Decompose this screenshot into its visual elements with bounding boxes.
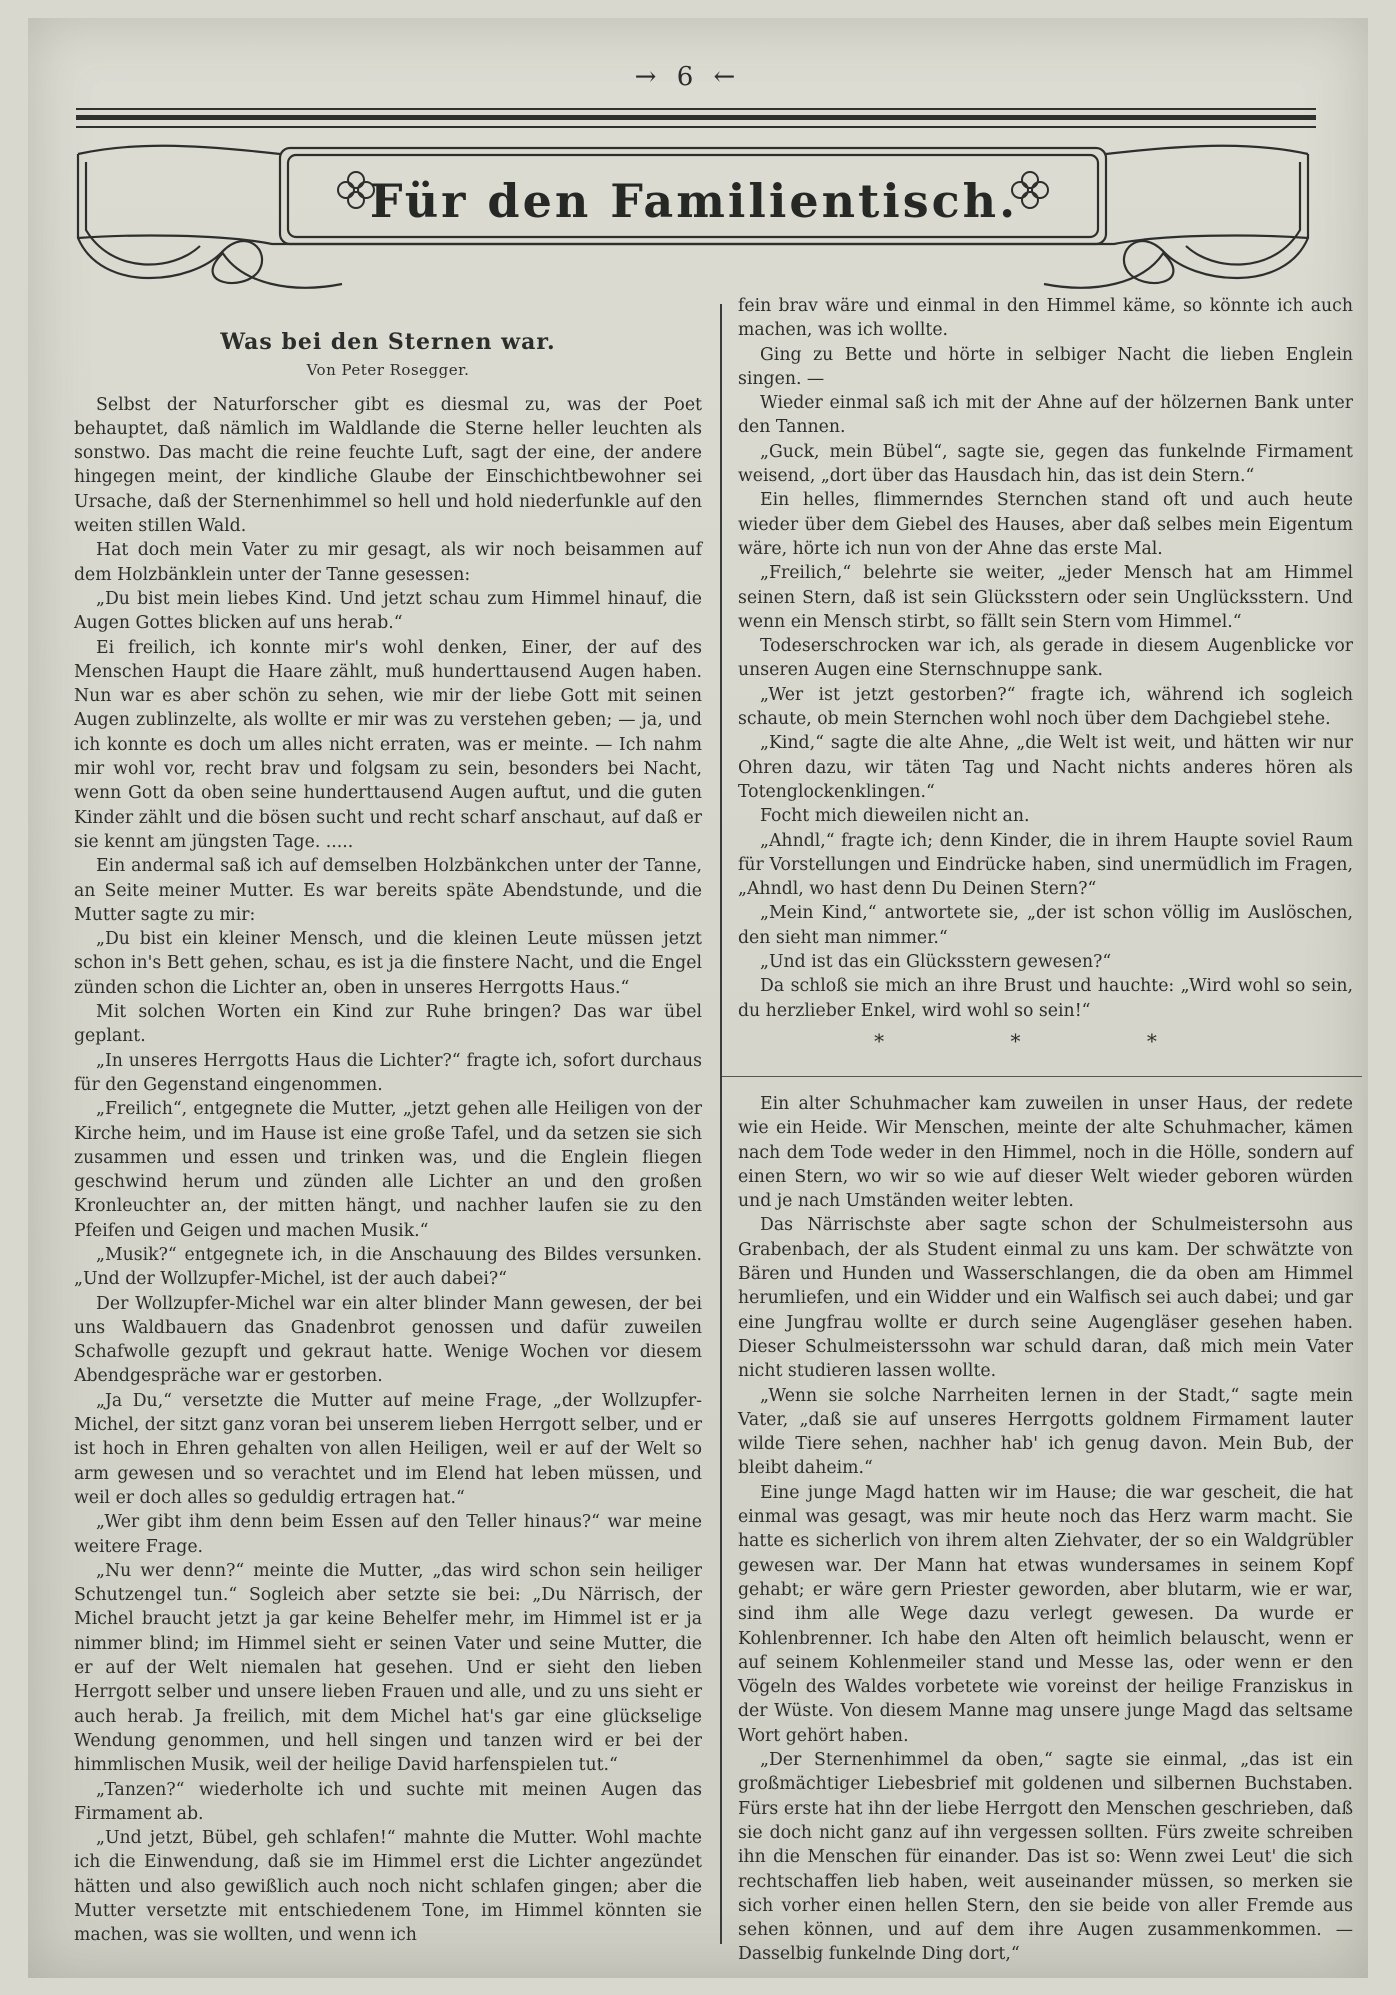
paragraph: „Und jetzt, Bübel, geh schlafen!“ mahnte die Mutter. Wohl machte ich die Einwendung, daß sie im Himmel erst die Lichter angezündet hätten und also gewißlich auch noch nicht schlafen gingen; aber die Mutter versetzte mit entschiedenem Tone, im Himmel könnten sie machen, was sie wollten, und wenn ich — [74, 1828, 702, 1946]
paragraph: Ging zu Bette und hörte in selbiger Nacht die lieben Englein singen. — — [738, 344, 1353, 389]
section-stars: * * * — [874, 1028, 1217, 1053]
paragraph: „Ja Du,“ versetzte die Mutter auf meine Frage, „der Wollzupfer-Michel, der sitzt ganz voran bei unserem lieben Herrgott selber, und er ist hoch in Ehren gehalten von allen Heiligen, weil er auf der Welt so arm gewesen und so verachtet und im Elend hat leben müssen, und weil er doch alles so geduldig ertragen hat.“ — [74, 1390, 702, 1508]
section-title: Für den Familientisch. — [369, 174, 1019, 228]
paragraph: „Tanzen?“ wiederholte ich und suchte mit meinen Augen das Firmament ab. — [74, 1779, 702, 1824]
paragraph: Der Wollzupfer-Michel war ein alter blinder Mann gewesen, der bei uns Waldbauern das Gnadenbrot genossen und dafür zuweilen Schafwolle gezupft und gekraut hatte. Wenige Wochen vor diesem Abendgespräche war er gestorben. — [74, 1293, 702, 1387]
article-column-left — [74, 312, 702, 1948]
article-column-right-lower — [738, 1092, 1353, 1967]
article-title: Was bei den Sternen war. — [220, 329, 556, 355]
paragraph: Wieder einmal saß ich mit der Ahne auf der hölzernen Bank unter den Tannen. — [738, 393, 1353, 438]
paragraph: „In unseres Herrgotts Haus die Lichter?“ fragte ich, sofort durchaus für den Gegenstand eingenommen. — [74, 1050, 702, 1095]
paragraph: „Nu wer denn?“ meinte die Mutter, „das wird schon sein heiliger Schutzengel tun.“ Sogleich aber setzte sie bei: „Du Närrisch, der Michel braucht jetzt ja gar keine Behelfer mehr, im Himmel ist er ja nimmer blind; im Himmel sieht er seinen Vater und seine Mutter, die er auf der Welt niemalen hat gesehen. Und er sieht den lieben Herrgott selber und unsere lieben Frauen und alle, und zu uns sieht er auch herab. Ja freilich, mit dem Michel hat's gar eine glückselige Wendung genommen, und hell singen und tanzen wird er bei der himmlischen Musik, weil der heilige David harfenspielen tut.“ — [74, 1560, 702, 1776]
paragraph: Mit solchen Worten ein Kind zur Ruhe bringen? Das war übel geplant. — [74, 1002, 702, 1047]
paragraph: Selbst der Naturforscher gibt es diesmal zu, was der Poet behauptet, daß nämlich im Waldlande die Sterne heller leuchten als sonstwo. Das macht die reine feuchte Luft, sagt der eine, der andere hingegen meint, der kindliche Glaube der Einschichtbewohner sei Ursache, daß der Sternenhimmel so hell und hold niederfunkle auf den weiten stillen Wald. — [74, 394, 702, 537]
paragraph: „Und ist das ein Glücksstern gewesen?“ — [760, 952, 1112, 973]
newspaper-page — [28, 18, 1368, 1978]
paragraph: „Freilich,“ belehrte sie weiter, „jeder Mensch hat am Himmel seinen Stern, daß ist sein Glücksstern oder sein Unglücksstern. Und wenn ein Mensch stirbt, so fällt sein Stern vom Himmel.“ — [738, 563, 1353, 632]
paragraph: Ein alter Schuhmacher kam zuweilen in unser Haus, der redete wie ein Heide. Wir Menschen, meinte der alte Schuhmacher, kämen nach dem Tode weder in den Himmel, noch in die Hölle, sondern auf einen Stern, wo wir so wie auf dieser Welt wieder geboren würden und je nach Umständen weiter lebten. — [738, 1094, 1353, 1212]
paragraph: „Freilich“, entgegnete die Mutter, „jetzt gehen alle Heiligen von der Kirche heim, und im Hause ist eine große Tafel, und da setzen sie sich zusammen und essen und trinken was, und die Englein fliegen geschwind herum und zünden alle Lichter an und den großen Kronleuchter an, der mitten hängt, und nachher laufen sie zu den Pfeifen und Geigen und machen Musik.“ — [74, 1099, 702, 1241]
paragraph: Todeserschrocken war ich, als gerade in diesem Augenblicke vor unseren Augen eine Sternschnuppe sank. — [738, 636, 1353, 681]
paragraph: „Wer ist jetzt gestorben?“ fragte ich, während ich sogleich schaute, ob mein Sternchen wohl noch über dem Dachgiebel stehe. — [738, 684, 1353, 730]
paragraph: fein brav wäre und einmal in den Himmel käme, so könnte ich auch machen, was ich wollte. — [738, 296, 1353, 341]
paragraph: „Kind,“ sagte die alte Ahne, „die Welt ist weit, und hätten wir nur Ohren dazu, wir täten Tag und Nacht nichts anderes hören als Totenglockenklingen.“ — [738, 733, 1353, 802]
paragraph: Da schloß sie mich an ihre Brust und hauchte: „Wird wohl so sein, du herzlieber Enkel, wird wohl so sein!“ — [738, 976, 1353, 1021]
header-rule-thick — [76, 115, 1316, 120]
page-number: → 6 ← — [634, 62, 742, 92]
paragraph: „Mein Kind,“ antwortete sie, „der ist schon völlig im Auslöschen, den sieht man nimmer.“ — [738, 903, 1353, 948]
paragraph: Eine junge Magd hatten wir im Hause; die war gescheit, die hat einmal was gesagt, was mir heute noch das Herz warm macht. Sie hatte es sicherlich von ihrem alten Ziehvater, der so ein Waldgrübler gewesen war. Der Mann hat etwas wundersames in seinem Kopf gehabt; er wäre gern Priester geworden, aber blutarm, wie er war, sind ihm alle Wege dazu verlegt gewesen. Da wurde er Kohlenbrenner. Ich habe den Alten oft heimlich belauscht, wenn er auf seinem Kohlenmeiler stand und Messe las, oder wenn er den Vögeln des Waldes vorbetete wie voreinst der heilige Franziskus in der Wüste. Von diesem Manne mag unsere junge Magd das seltsame Wort gehört haben. — [738, 1482, 1353, 1746]
header-rule-thin-2 — [76, 126, 1316, 128]
paragraph: „Musik?“ entgegnete ich, in die Anschauung des Bildes versunken. „Und der Wollzupfer-Michel, ist der auch dabei?“ — [74, 1244, 702, 1290]
paragraph: Ei freilich, ich konnte mir's wohl denken, Einer, der auf des Menschen Haupt die Haare zählt, muß hunderttausend Augen haben. Nun war es aber schön zu sehen, wie mir der liebe Gott mit seinen Augen zublinzelte, als wollte er mir was zu verstehen geben; — ja, und ich konnte es doch um alles nicht erraten, was er meinte. — Ich nahm mir wohl vor, recht brav und folgsam zu sein, besonders bei Nacht, wenn Gott da oben seine hunderttausend Augen auftut, und die guten Kinder zählt und die bösen sucht und recht scharf anschaut, auf daß er sie kennt am jüngsten Tage. ..... — [74, 637, 702, 852]
section-separator — [722, 1076, 1362, 1077]
paragraph: „Wer gibt ihm denn beim Essen auf den Teller hinaus?“ war meine weitere Frage. — [74, 1512, 702, 1557]
paragraph: „Du bist ein kleiner Mensch, und die kleinen Leute müssen jetzt schon in's Bett gehen, schau, es ist ja die finstere Nacht, und die Engel zünden schon die Lichter an, oben in unseres Herrgotts Haus.“ — [74, 929, 702, 998]
paragraph: „Der Sternenhimmel da oben,“ sagte sie einmal, „das ist ein großmächtiger Liebesbrief mit goldenen und silbernen Buchstaben. Fürs erste hat ihn der liebe Herrgott den Menschen geschrieben, daß sie doch nicht ganz auf ihn vergessen sollten. Fürs zweite schreiben ihn die Menschen für einander. Das ist so: Wenn zwei Leut' die sich rechtschaffen lieb haben, weit auseinander müssen, so merken sie sich vorher einen hellen Stern, den sie beide von aller Fremde aus sehen können, und auf dem ihre Augen zusammenkommen. — Dasselbig funkelnde Ding dort,“ — [738, 1750, 1353, 1965]
section-banner — [72, 134, 1314, 310]
paragraph: „Ahndl,“ fragte ich; denn Kinder, die in ihrem Haupte soviel Raum für Vorstellungen und Eindrücke haben, sind unermüdlich im Fragen, „Ahndl, wo hast denn Du Deinen Stern?“ — [738, 830, 1353, 900]
article-column-right — [738, 294, 1353, 1067]
paragraph: Focht mich dieweilen nicht an. — [760, 806, 1030, 827]
paragraph: Hat doch mein Vater zu mir gesagt, als wir noch beisammen auf dem Holzbänklein unter der Tanne gesessen: — [74, 540, 702, 585]
header-rule-thin — [76, 108, 1316, 110]
paragraph: „Du bist mein liebes Kind. Und jetzt schau zum Himmel hinauf, die Augen Gottes blicken auf uns herab.“ — [74, 588, 702, 634]
column-divider — [720, 304, 722, 1944]
paragraph: Das Närrischste aber sagte schon der Schulmeistersohn aus Grabenbach, der als Student einmal zu uns kam. Der schwätzte von Bären und Hunden und Wasserschlangen, die da oben am Himmel herumliefen, und ein Widder und ein Walfisch sei auch dabei; und gar eine Jungfrau wollte er durch seine Augengläser gesehen haben. Dieser Schulmeisterssohn war schuld daran, daß mich mein Vater nicht studieren lassen wollte. — [738, 1215, 1353, 1382]
paragraph: „Guck, mein Bübel“, sagte sie, gegen das funkelnde Firmament weisend, „dort über das Hausdach hin, das ist dein Stern.“ — [738, 441, 1353, 487]
paragraph: Ein helles, flimmerndes Sternchen stand oft und auch heute wieder über dem Giebel des Hauses, aber daß selbes mein Eigentum wäre, hörte ich nun von der Ahne das erste Mal. — [738, 490, 1353, 559]
article-byline: Von Peter Rosegger. — [306, 361, 470, 380]
paragraph: Ein andermal saß ich auf demselben Holzbänkchen unter der Tanne, an Seite meiner Mutter. Es war bereits späte Abendstunde, und die Mutter sagte zu mir: — [74, 856, 702, 925]
paragraph: „Wenn sie solche Narrheiten lernen in der Stadt,“ sagte mein Vater, „daß sie auf unseres Herrgotts goldnem Firmament lauter wilde Tiere sehen, nachher hab' ich genug davon. Mein Bub, der bleibt daheim.“ — [738, 1385, 1353, 1479]
